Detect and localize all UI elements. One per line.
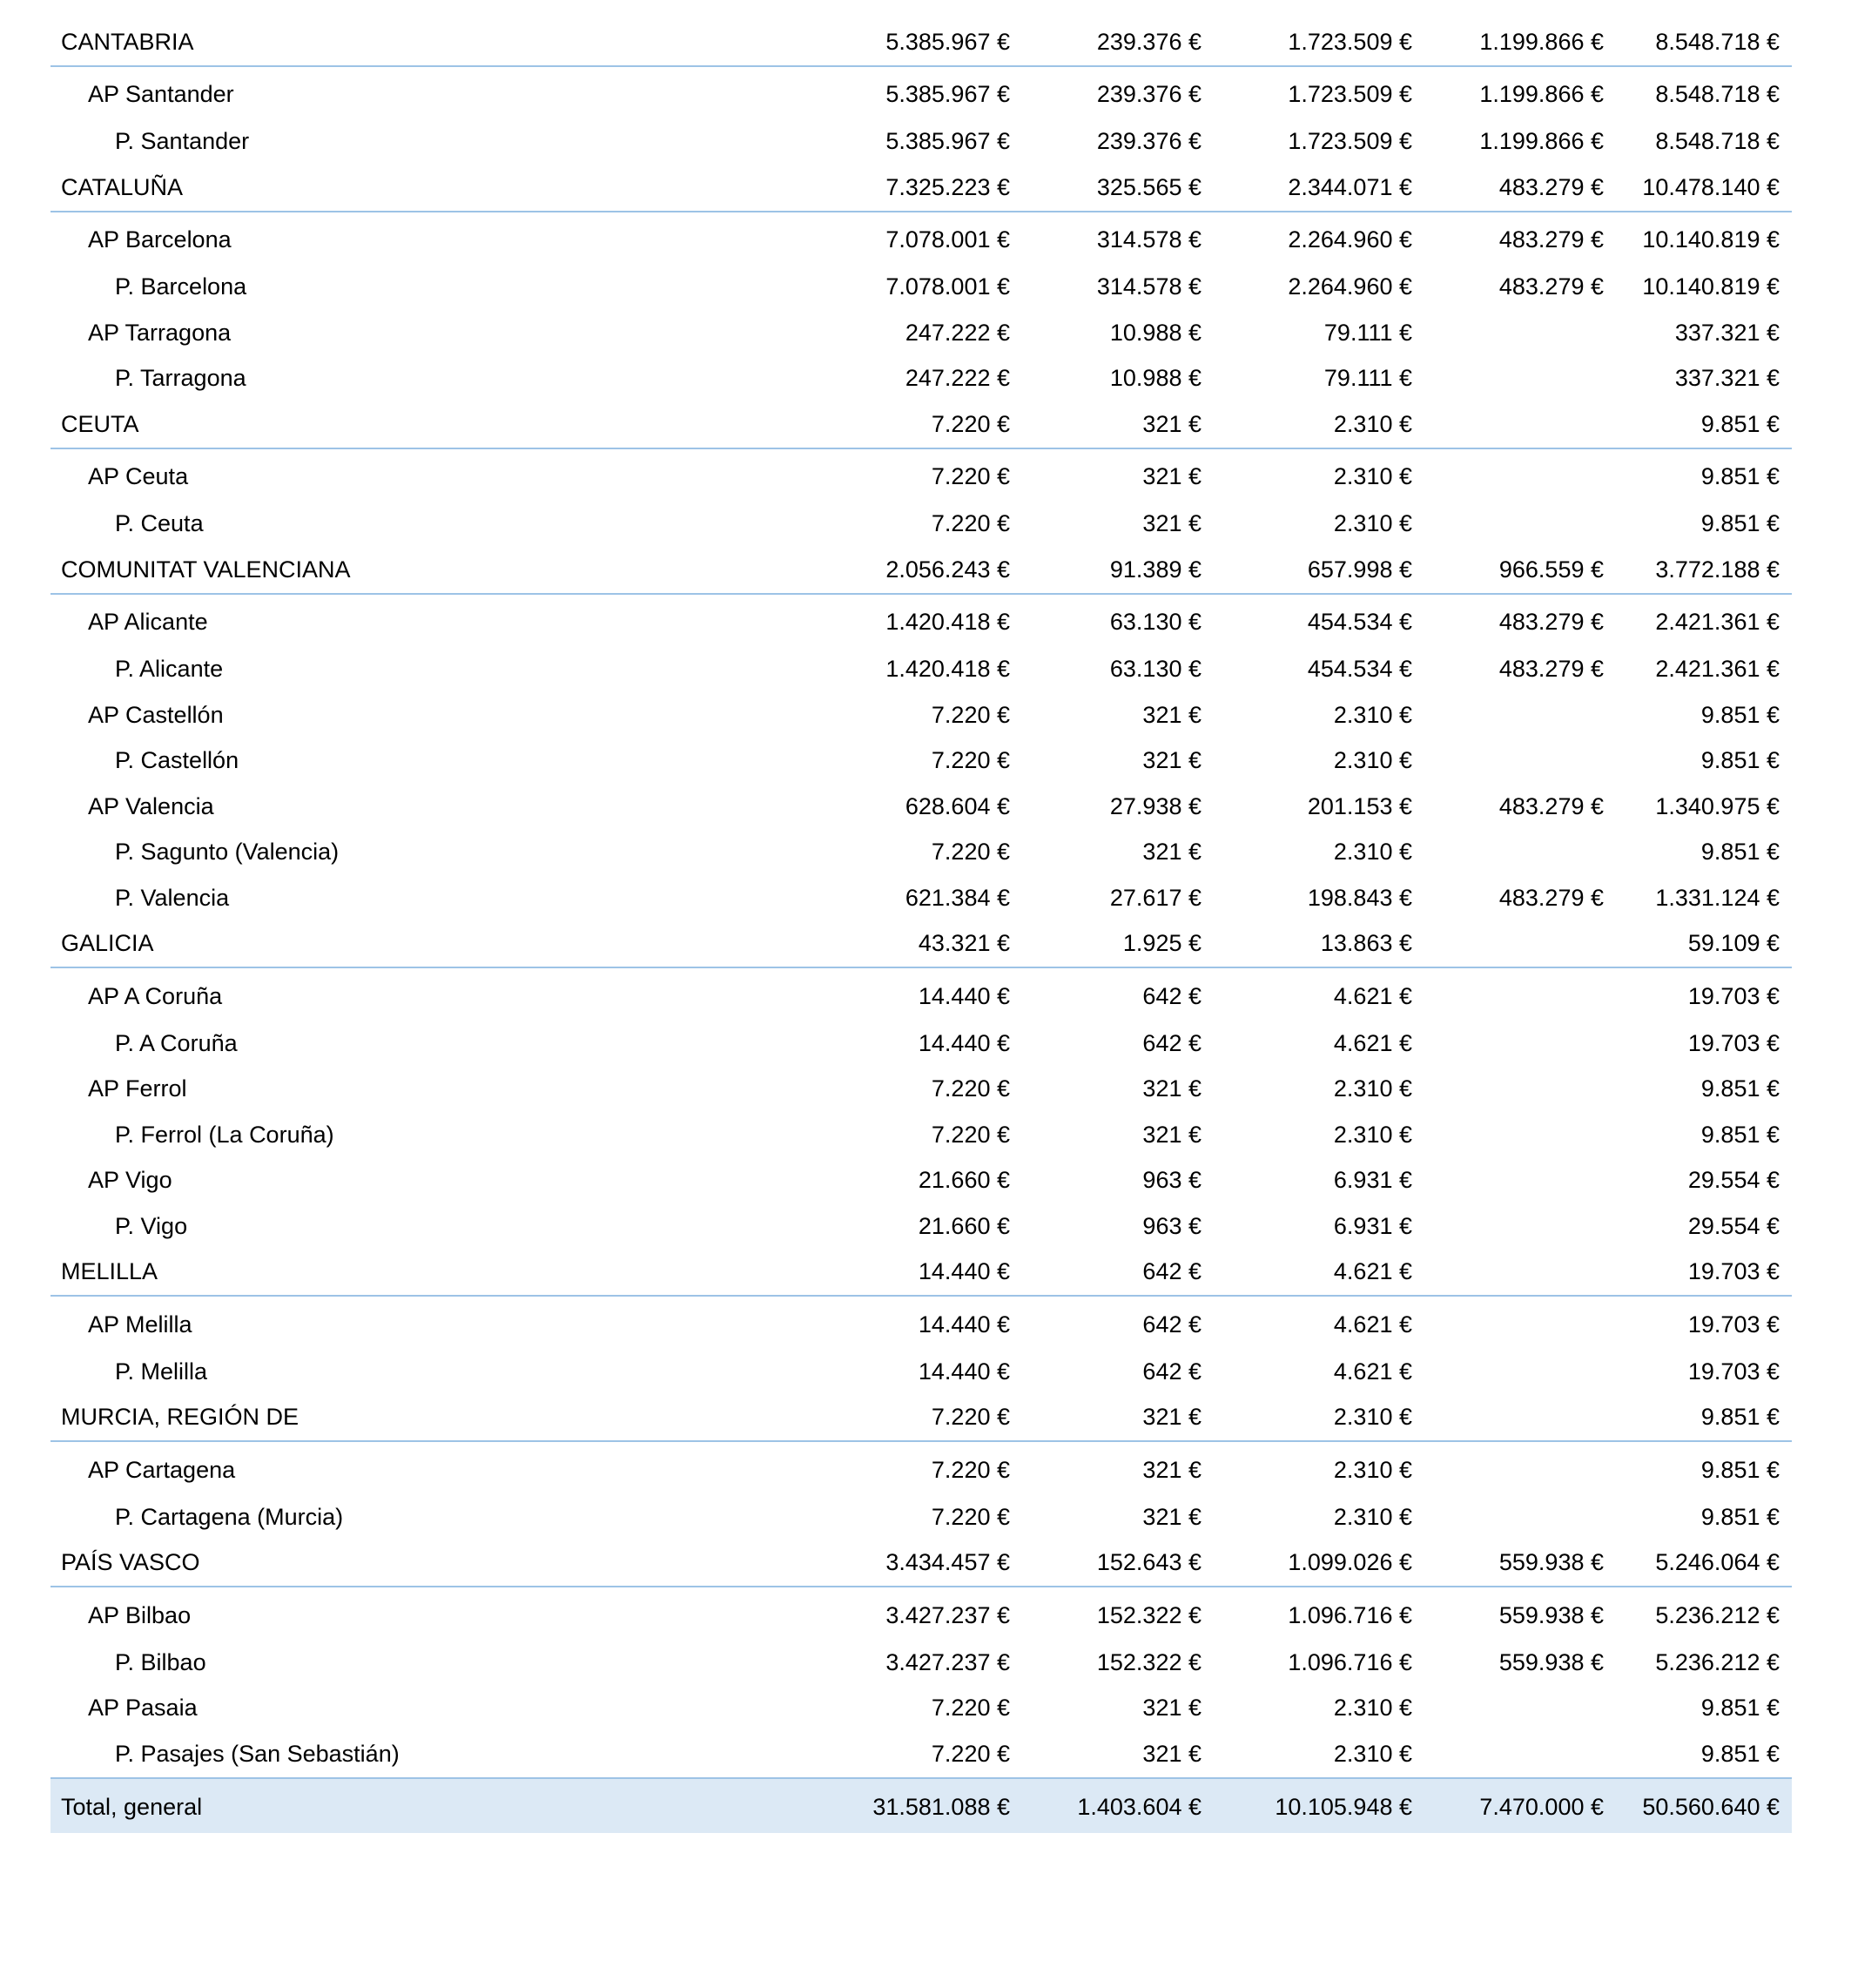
amount-col-3: 79.111 €: [1323, 365, 1412, 392]
amount-col-1: 21.660 €: [918, 1167, 1010, 1194]
port-authority-row: [50, 212, 1792, 265]
amount-col-4: 483.279 €: [1498, 609, 1604, 635]
amount-col-1: 14.440 €: [782, 1250, 1022, 1297]
amount-col-5: 29.554 €: [1687, 1167, 1780, 1194]
amount-col-4: [1424, 1250, 1616, 1297]
row-label: AP Cartagena: [88, 1456, 236, 1483]
amount-col-3: 2.310 €: [1214, 401, 1424, 448]
amount-col-2: 1.925 €: [1022, 921, 1214, 968]
amount-col-3: 2.310 €: [1214, 1395, 1424, 1442]
amount-col-4: [1424, 1441, 1616, 1494]
amount-col-2: 321 €: [1142, 747, 1201, 774]
row-label: AP Vigo: [88, 1167, 172, 1194]
row-label: AP Ferrol: [88, 1075, 187, 1102]
amount-col-2: 63.130 €: [1109, 656, 1201, 683]
amount-col-3: 454.534 €: [1307, 609, 1412, 635]
amount-col-3: 1.723.509 €: [1288, 81, 1412, 107]
row-label: P. Vigo: [115, 1212, 188, 1239]
row-label: AP Bilbao: [88, 1601, 192, 1628]
amount-col-3: 1.723.509 €: [1214, 19, 1424, 66]
amount-col-5: 5.236.212 €: [1655, 1648, 1780, 1675]
amount-col-1: 43.321 €: [782, 921, 1022, 968]
amount-col-2: 963 €: [1142, 1167, 1201, 1194]
port-row: [50, 830, 1792, 876]
row-label: AP A Coruña: [88, 982, 223, 1009]
amount-col-2: 325.565 €: [1022, 165, 1214, 212]
amount-col-4: 559.938 €: [1498, 1601, 1604, 1628]
amount-col-2: 321 €: [1142, 510, 1201, 537]
grand-total-label: Total, general: [50, 1778, 782, 1833]
amount-col-5: 337.321 €: [1674, 365, 1780, 392]
row-label: P. Barcelona: [115, 273, 247, 300]
row-label: P. Ceuta: [115, 510, 204, 537]
amount-col-2: 642 €: [1022, 1250, 1214, 1297]
port-row: [50, 1494, 1792, 1540]
port-row: [50, 1731, 1792, 1778]
row-label: MURCIA, REGIÓN DE: [50, 1395, 782, 1442]
amount-col-4: 559.938 €: [1424, 1540, 1616, 1587]
amount-col-3: 79.111 €: [1323, 319, 1412, 346]
amount-col-1: 7.325.223 €: [782, 165, 1022, 212]
amount-col-4: [1424, 1067, 1616, 1113]
table-body: [50, 19, 1792, 1833]
amount-col-4: [1424, 401, 1616, 448]
row-label: AP Castellón: [88, 701, 224, 728]
amount-col-5: 9.851 €: [1700, 1075, 1780, 1102]
amount-col-3: 2.310 €: [1333, 1695, 1412, 1722]
amount-col-2: 152.322 €: [1096, 1648, 1201, 1675]
amount-col-1: 1.420.418 €: [885, 656, 1010, 683]
port-row: [50, 265, 1792, 311]
amount-col-4: [1424, 1395, 1616, 1442]
amount-col-1: 628.604 €: [905, 792, 1010, 819]
amount-col-1: 7.220 €: [931, 1740, 1010, 1767]
amount-col-4: 1.199.866 €: [1479, 81, 1604, 107]
amount-col-5: 19.703 €: [1616, 1250, 1792, 1297]
row-label: P. Melilla: [115, 1358, 208, 1385]
amount-col-3: 2.310 €: [1333, 510, 1412, 537]
amount-col-4: 483.279 €: [1498, 273, 1604, 300]
amount-col-2: 314.578 €: [1096, 273, 1201, 300]
amount-col-5: 19.703 €: [1687, 1358, 1780, 1385]
amount-col-3: 2.310 €: [1333, 747, 1412, 774]
amount-col-1: 7.078.001 €: [885, 226, 1010, 253]
row-label: GALICIA: [50, 921, 782, 968]
amount-col-3: 2.310 €: [1333, 839, 1412, 866]
region-row: [50, 1250, 1792, 1297]
amount-col-4: [1424, 921, 1616, 968]
row-label: P. Alicante: [115, 656, 224, 683]
amount-col-2: 642 €: [1142, 1029, 1201, 1056]
amount-col-1: 21.660 €: [918, 1212, 1010, 1239]
amount-col-1: 2.056.243 €: [782, 547, 1022, 594]
region-row: [50, 165, 1792, 212]
amount-col-2: 321 €: [1142, 701, 1201, 728]
amount-col-5: 9.851 €: [1700, 1121, 1780, 1148]
amount-col-1: 7.220 €: [931, 701, 1010, 728]
amount-col-3: 198.843 €: [1307, 884, 1412, 911]
amount-col-5: 9.851 €: [1616, 401, 1792, 448]
amount-col-4: 483.279 €: [1424, 165, 1616, 212]
amount-col-2: 642 €: [1142, 1358, 1201, 1385]
amount-col-3: 201.153 €: [1307, 792, 1412, 819]
region-row: [50, 1540, 1792, 1587]
amount-col-5: 5.236.212 €: [1655, 1601, 1780, 1628]
amount-col-1: 7.220 €: [931, 510, 1010, 537]
port-row: [50, 647, 1792, 693]
port-row: [50, 1640, 1792, 1686]
amount-col-4: [1424, 967, 1616, 1021]
amount-col-2: 321 €: [1142, 463, 1201, 489]
amount-col-2: 152.322 €: [1096, 1601, 1201, 1628]
amount-col-3: 4.621 €: [1333, 1029, 1412, 1056]
amount-col-2: 321 €: [1142, 1740, 1201, 1767]
amount-col-3: 6.931 €: [1333, 1212, 1412, 1239]
row-label: P. Tarragona: [115, 365, 246, 392]
row-label: COMUNITAT VALENCIANA: [50, 547, 782, 594]
port-authority-row: [50, 1158, 1792, 1204]
region-row: [50, 19, 1792, 66]
amount-col-1: 7.078.001 €: [885, 273, 1010, 300]
amount-col-3: 2.264.960 €: [1288, 226, 1412, 253]
amount-col-4: [1424, 1021, 1616, 1067]
amount-col-2: 314.578 €: [1096, 226, 1201, 253]
row-label: AP Tarragona: [88, 319, 232, 346]
amount-col-1: 14.440 €: [918, 982, 1010, 1009]
amount-col-3: 657.998 €: [1214, 547, 1424, 594]
amount-col-2: 239.376 €: [1096, 128, 1201, 155]
amount-col-2: 321 €: [1022, 401, 1214, 448]
amount-col-5: 9.851 €: [1700, 1503, 1780, 1530]
region-row: [50, 401, 1792, 448]
amount-col-3: 4.621 €: [1333, 982, 1412, 1009]
row-label: AP Pasaia: [88, 1695, 198, 1722]
amount-col-4: 966.559 €: [1424, 547, 1616, 594]
amount-col-1: 5.385.967 €: [782, 19, 1022, 66]
row-label: P. Cartagena (Murcia): [115, 1503, 344, 1530]
amount-col-1: 1.420.418 €: [885, 609, 1010, 635]
amount-col-5: 10.140.819 €: [1642, 273, 1780, 300]
grand-total-col-1: 31.581.088 €: [782, 1778, 1022, 1833]
row-label: P. Sagunto (Valencia): [115, 839, 340, 866]
amount-col-4: [1424, 830, 1616, 876]
port-authority-row: [50, 594, 1792, 647]
amount-col-3: 2.310 €: [1333, 1740, 1412, 1767]
amount-col-4: 1.199.866 €: [1479, 128, 1604, 155]
grand-total-row: [50, 1778, 1792, 1833]
funding-table: [50, 19, 1792, 1833]
amount-col-5: 19.703 €: [1687, 1311, 1780, 1338]
amount-col-2: 321 €: [1142, 1503, 1201, 1530]
row-label: P. Bilbao: [115, 1648, 206, 1675]
amount-col-5: 2.421.361 €: [1655, 609, 1780, 635]
amount-col-4: [1424, 1203, 1616, 1250]
amount-col-4: [1424, 1494, 1616, 1540]
row-label: AP Ceuta: [88, 463, 189, 489]
amount-col-2: 321 €: [1142, 839, 1201, 866]
amount-col-1: 14.440 €: [918, 1311, 1010, 1338]
amount-col-2: 27.617 €: [1109, 884, 1201, 911]
amount-col-2: 239.376 €: [1022, 19, 1214, 66]
amount-col-2: 321 €: [1142, 1121, 1201, 1148]
amount-col-1: 7.220 €: [931, 1121, 1010, 1148]
amount-col-3: 4.621 €: [1333, 1311, 1412, 1338]
port-authority-row: [50, 310, 1792, 356]
row-label: P. Castellón: [115, 747, 239, 774]
amount-col-3: 2.310 €: [1333, 1503, 1412, 1530]
amount-col-1: 247.222 €: [905, 365, 1010, 392]
amount-col-5: 1.340.975 €: [1655, 792, 1780, 819]
amount-col-3: 1.099.026 €: [1214, 1540, 1424, 1587]
amount-col-2: 10.988 €: [1109, 319, 1201, 346]
amount-col-2: 642 €: [1142, 1311, 1201, 1338]
grand-total-col-4: 7.470.000 €: [1424, 1778, 1616, 1833]
amount-col-3: 2.310 €: [1333, 701, 1412, 728]
amount-col-5: 19.703 €: [1687, 1029, 1780, 1056]
amount-col-1: 14.440 €: [918, 1029, 1010, 1056]
amount-col-5: 9.851 €: [1700, 1740, 1780, 1767]
amount-col-4: [1424, 310, 1616, 356]
amount-col-1: 3.434.457 €: [782, 1540, 1022, 1587]
amount-col-3: 1.096.716 €: [1288, 1601, 1412, 1628]
amount-col-5: 10.140.819 €: [1642, 226, 1780, 253]
amount-col-4: [1424, 692, 1616, 738]
amount-col-5: 9.851 €: [1700, 701, 1780, 728]
amount-col-2: 91.389 €: [1022, 547, 1214, 594]
amount-col-3: 4.621 €: [1214, 1250, 1424, 1297]
port-authority-row: [50, 784, 1792, 830]
amount-col-5: 59.109 €: [1616, 921, 1792, 968]
row-label: AP Santander: [88, 81, 234, 107]
amount-col-4: 483.279 €: [1498, 226, 1604, 253]
amount-col-2: 321 €: [1022, 1395, 1214, 1442]
amount-col-1: 5.385.967 €: [885, 81, 1010, 107]
amount-col-5: 9.851 €: [1700, 510, 1780, 537]
row-label: AP Barcelona: [88, 226, 232, 253]
port-authority-row: [50, 1441, 1792, 1494]
amount-col-3: 2.344.071 €: [1214, 165, 1424, 212]
port-authority-row: [50, 1587, 1792, 1640]
amount-col-1: 7.220 €: [782, 401, 1022, 448]
port-row: [50, 356, 1792, 402]
port-row: [50, 119, 1792, 165]
amount-col-1: 7.220 €: [931, 1075, 1010, 1102]
amount-col-3: 2.310 €: [1333, 1456, 1412, 1483]
amount-col-1: 7.220 €: [782, 1395, 1022, 1442]
port-authority-row: [50, 692, 1792, 738]
region-row: [50, 1395, 1792, 1442]
row-label: P. Pasajes (San Sebastián): [115, 1740, 400, 1767]
amount-col-3: 454.534 €: [1307, 656, 1412, 683]
amount-col-4: 483.279 €: [1498, 884, 1604, 911]
grand-total-col-3: 10.105.948 €: [1214, 1778, 1424, 1833]
row-label: P. Ferrol (La Coruña): [115, 1121, 334, 1148]
amount-col-4: [1424, 1349, 1616, 1395]
amount-col-1: 7.220 €: [931, 839, 1010, 866]
row-label: P. Valencia: [115, 884, 230, 911]
port-row: [50, 1021, 1792, 1067]
amount-col-3: 6.931 €: [1333, 1167, 1412, 1194]
amount-col-2: 10.988 €: [1109, 365, 1201, 392]
amount-col-4: [1424, 502, 1616, 548]
row-label: CATALUÑA: [50, 165, 782, 212]
amount-col-1: 247.222 €: [905, 319, 1010, 346]
amount-col-4: 1.199.866 €: [1424, 19, 1616, 66]
amount-col-4: [1424, 1112, 1616, 1158]
amount-col-1: 7.220 €: [931, 1503, 1010, 1530]
amount-col-1: 3.427.237 €: [885, 1601, 1010, 1628]
amount-col-5: 8.548.718 €: [1655, 81, 1780, 107]
amount-col-1: 7.220 €: [931, 1695, 1010, 1722]
amount-col-5: 9.851 €: [1700, 463, 1780, 489]
amount-col-1: 3.427.237 €: [885, 1648, 1010, 1675]
amount-col-5: 9.851 €: [1700, 1695, 1780, 1722]
amount-col-4: [1424, 356, 1616, 402]
amount-col-5: 9.851 €: [1700, 839, 1780, 866]
amount-col-1: 7.220 €: [931, 747, 1010, 774]
amount-col-2: 152.643 €: [1022, 1540, 1214, 1587]
amount-col-5: 2.421.361 €: [1655, 656, 1780, 683]
amount-col-2: 642 €: [1142, 982, 1201, 1009]
amount-col-2: 321 €: [1142, 1075, 1201, 1102]
amount-col-4: [1424, 1731, 1616, 1778]
amount-col-5: 1.331.124 €: [1655, 884, 1780, 911]
amount-col-2: 963 €: [1142, 1212, 1201, 1239]
amount-col-5: 9.851 €: [1700, 747, 1780, 774]
port-row: [50, 1203, 1792, 1250]
port-authority-row: [50, 967, 1792, 1021]
amount-col-2: 321 €: [1142, 1695, 1201, 1722]
port-authority-row: [50, 66, 1792, 119]
amount-col-1: 7.220 €: [931, 463, 1010, 489]
row-label: MELILLA: [50, 1250, 782, 1297]
amount-col-5: 5.246.064 €: [1616, 1540, 1792, 1587]
region-row: [50, 921, 1792, 968]
amount-col-1: 7.220 €: [931, 1456, 1010, 1483]
row-label: CANTABRIA: [50, 19, 782, 66]
amount-col-2: 27.938 €: [1109, 792, 1201, 819]
amount-col-5: 9.851 €: [1700, 1456, 1780, 1483]
amount-col-1: 5.385.967 €: [885, 128, 1010, 155]
amount-col-1: 14.440 €: [918, 1358, 1010, 1385]
row-label: CEUTA: [50, 401, 782, 448]
amount-col-3: 2.310 €: [1333, 1121, 1412, 1148]
region-row: [50, 547, 1792, 594]
amount-col-2: 239.376 €: [1096, 81, 1201, 107]
amount-col-2: 321 €: [1142, 1456, 1201, 1483]
amount-col-5: 9.851 €: [1616, 1395, 1792, 1442]
amount-col-5: 29.554 €: [1687, 1212, 1780, 1239]
row-label: PAÍS VASCO: [50, 1540, 782, 1587]
amount-col-3: 2.310 €: [1333, 1075, 1412, 1102]
amount-col-5: 8.548.718 €: [1655, 128, 1780, 155]
port-row: [50, 875, 1792, 921]
amount-col-4: [1424, 448, 1616, 502]
amount-col-3: 4.621 €: [1333, 1358, 1412, 1385]
grand-total-col-2: 1.403.604 €: [1022, 1778, 1214, 1833]
port-row: [50, 1349, 1792, 1395]
amount-col-3: 2.264.960 €: [1288, 273, 1412, 300]
port-row: [50, 738, 1792, 785]
amount-col-5: 10.478.140 €: [1616, 165, 1792, 212]
port-authority-row: [50, 1296, 1792, 1349]
port-row: [50, 502, 1792, 548]
grand-total-col-5: 50.560.640 €: [1616, 1778, 1792, 1833]
row-label: AP Melilla: [88, 1311, 192, 1338]
amount-col-4: 483.279 €: [1498, 656, 1604, 683]
amount-col-5: 3.772.188 €: [1616, 547, 1792, 594]
row-label: AP Valencia: [88, 792, 214, 819]
amount-col-4: [1424, 1158, 1616, 1204]
port-authority-row: [50, 448, 1792, 502]
amount-col-3: 1.723.509 €: [1288, 128, 1412, 155]
amount-col-4: [1424, 1686, 1616, 1732]
port-authority-row: [50, 1067, 1792, 1113]
amount-col-4: 559.938 €: [1498, 1648, 1604, 1675]
amount-col-4: 483.279 €: [1498, 792, 1604, 819]
row-label: AP Alicante: [88, 609, 208, 635]
amount-col-5: 337.321 €: [1674, 319, 1780, 346]
amount-col-2: 63.130 €: [1109, 609, 1201, 635]
amount-col-3: 13.863 €: [1214, 921, 1424, 968]
amount-col-5: 19.703 €: [1687, 982, 1780, 1009]
amount-col-5: 8.548.718 €: [1616, 19, 1792, 66]
amount-col-3: 1.096.716 €: [1288, 1648, 1412, 1675]
row-label: P. A Coruña: [115, 1029, 238, 1056]
port-authority-row: [50, 1686, 1792, 1732]
port-row: [50, 1112, 1792, 1158]
row-label: P. Santander: [115, 128, 250, 155]
amount-col-4: [1424, 738, 1616, 785]
funding-table-sheet: [50, 19, 1792, 1833]
amount-col-3: 2.310 €: [1333, 463, 1412, 489]
amount-col-1: 621.384 €: [905, 884, 1010, 911]
amount-col-4: [1424, 1296, 1616, 1349]
